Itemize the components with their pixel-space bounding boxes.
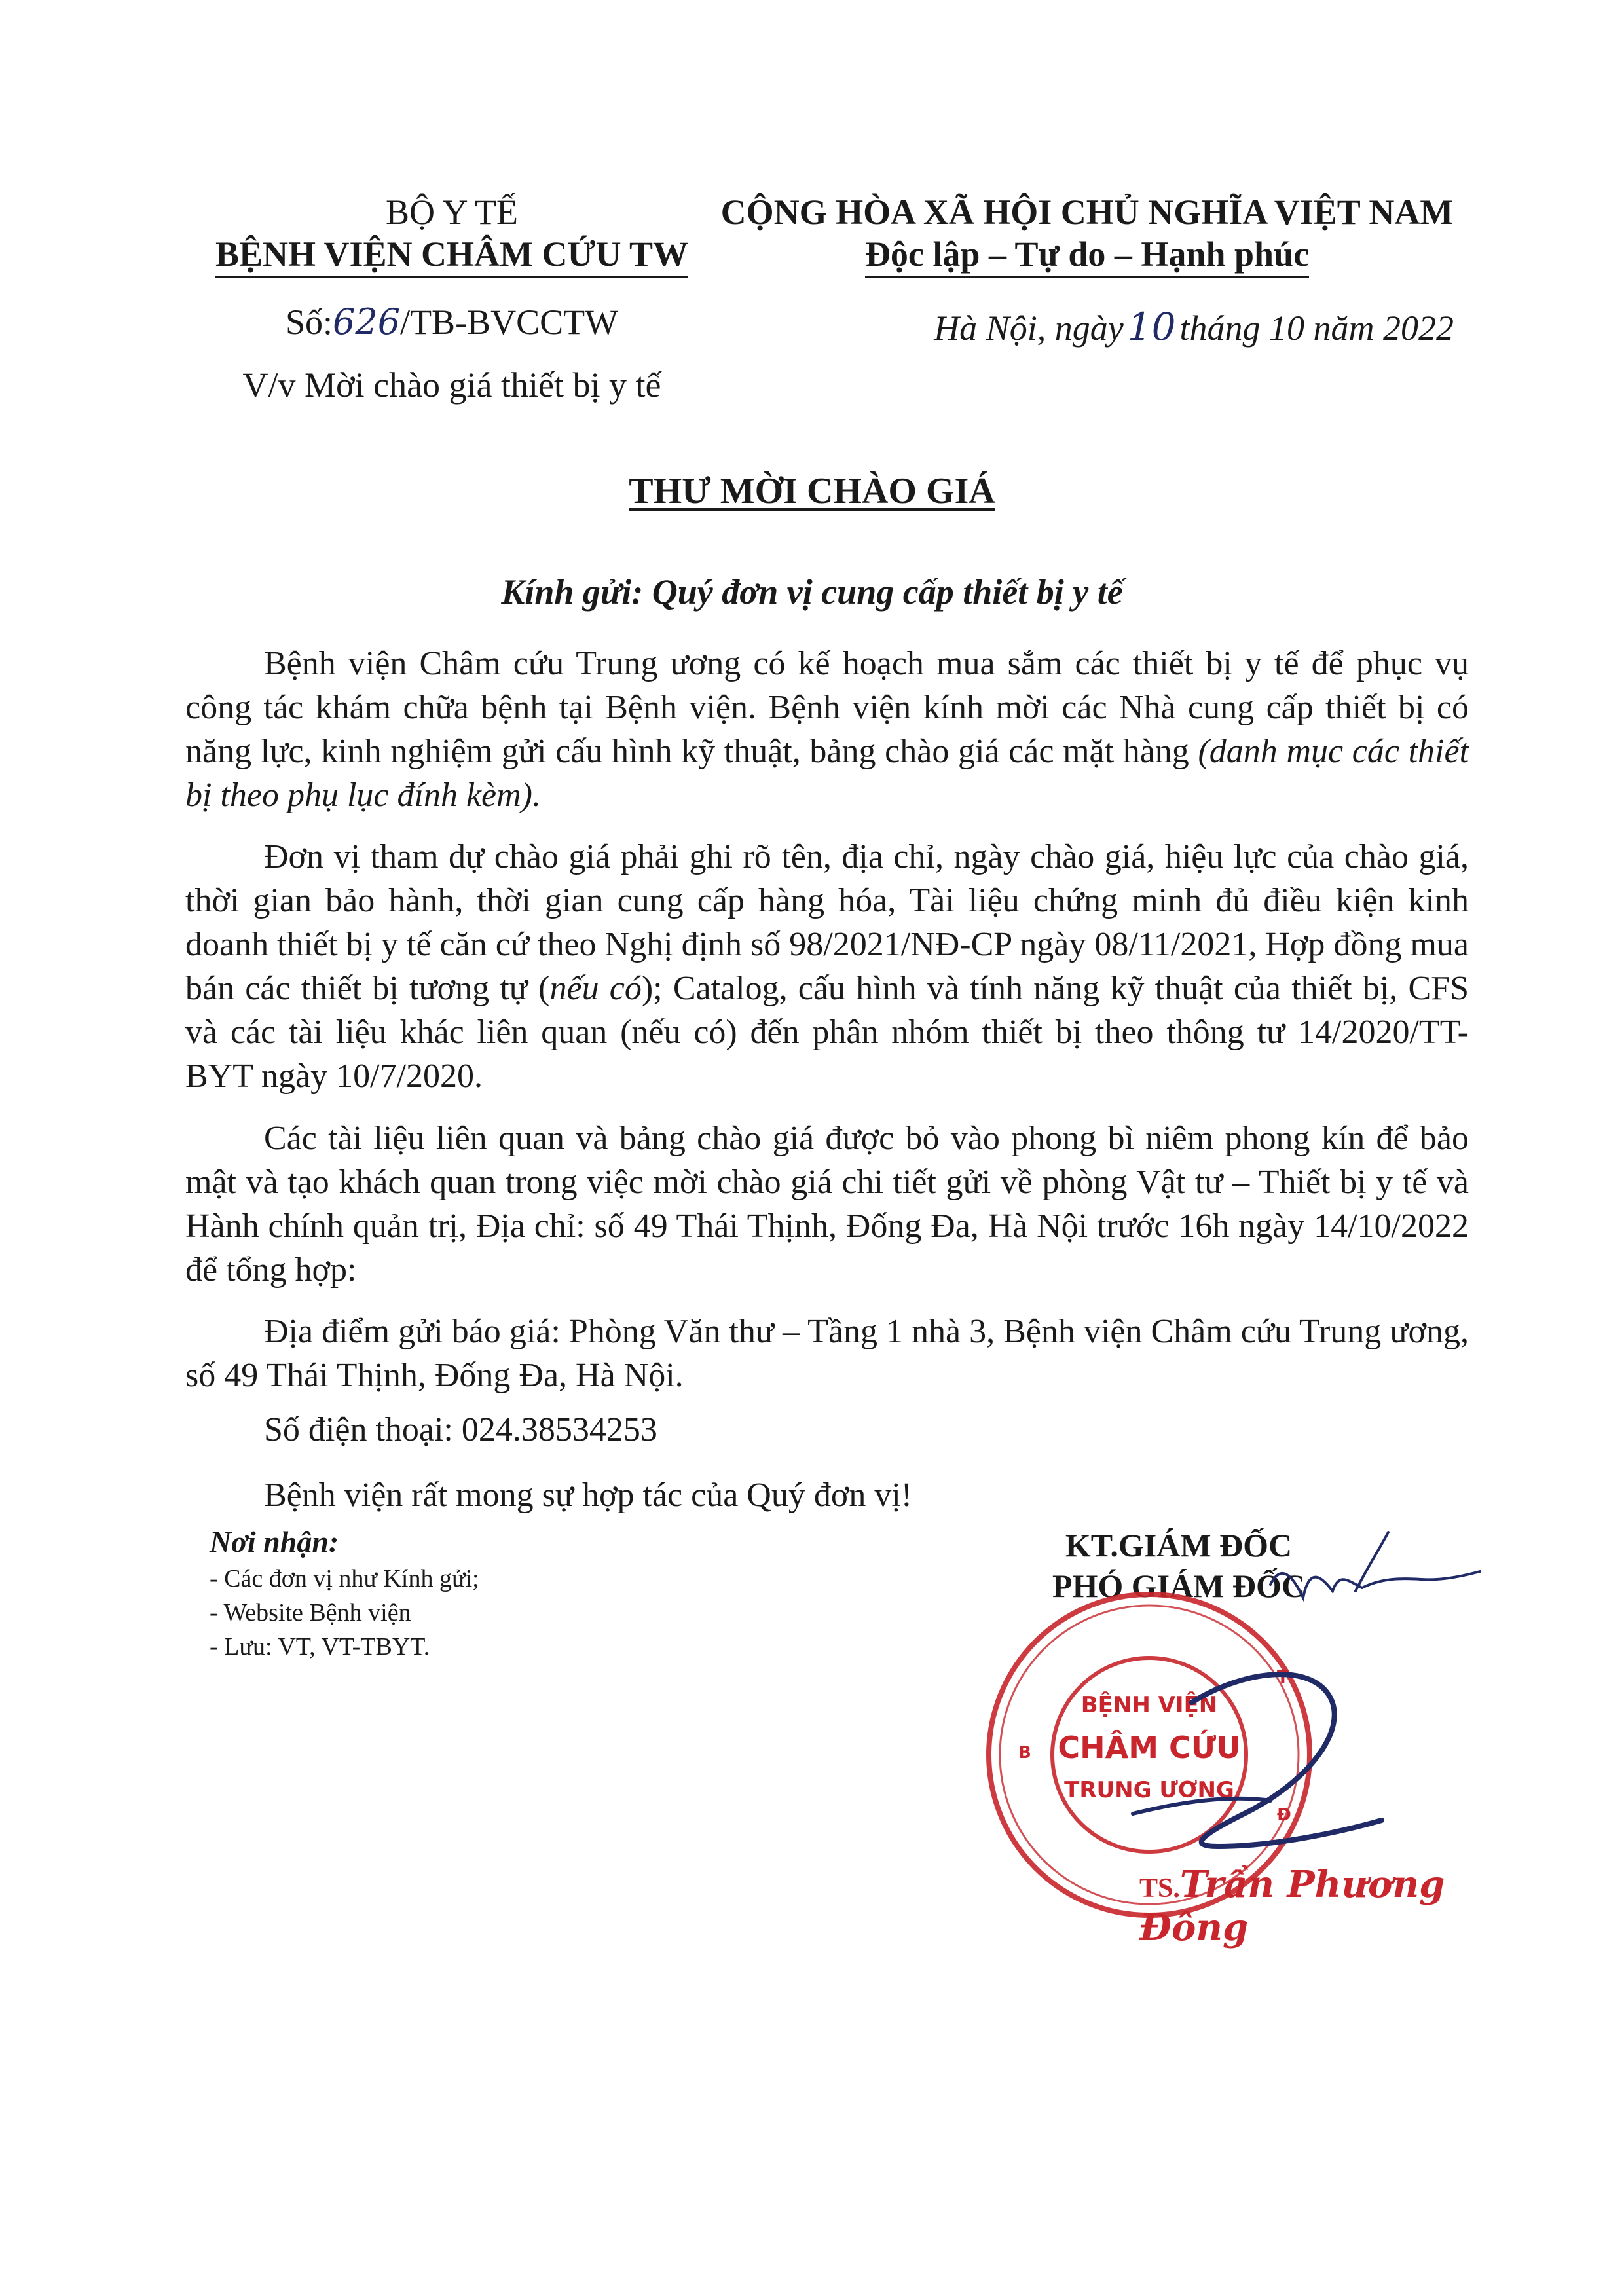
left-header [196, 191, 707, 278]
paragraph-2-part-b: ); Catalog, cấu hình và tính năng kỹ thuật của thiết bị, CFS và các tài liệu khác liên quan (nếu có) đến phân nhóm thiết bị theo thông tư 14/2020/TT- BYT ngày 10/7/2020. [185, 970, 1469, 1095]
motto-text: Độc lập – Tự do – Hạnh phúc [865, 233, 1309, 278]
paragraph-4: Địa điểm gửi báo giá: Phòng Văn thư – Tầng 1 nhà 3, Bệnh viện Châm cứu Trung ương, số 49 Thái Thịnh, Đống Đa, Hà Nội. [185, 1313, 1469, 1394]
svg-text:B: B [1018, 1743, 1031, 1763]
recipients-block [210, 1522, 733, 1664]
number-handwritten: 626 [332, 301, 401, 342]
recipient-item: - Các đơn vị như Kính gửi; [210, 1565, 479, 1592]
republic-name: CỘNG HÒA XÃ HỘI CHỦ NGHĨA VIỆT NAM [720, 193, 1454, 232]
signer-on-behalf: KT.GIÁM ĐỐC [1065, 1527, 1293, 1564]
ministry-name: BỘ Y TẾ [386, 193, 518, 232]
paragraph-6: Bệnh viện rất mong sự hợp tác của Quý đơn vị! [264, 1477, 913, 1514]
letter-title: THƯ MỜI CHÀO GIÁ [629, 471, 995, 511]
handwritten-signature [1074, 1506, 1500, 1912]
paragraph-1-text: Bệnh viện Châm cứu Trung ương có kế hoạch mua sắm các thiết bị y tế để phục vụ công tác khám chữa bệnh tại Bệnh viện. Bệnh viện kính mời các Nhà cung cấp thiết bị có năng lực, kinh nghiệm gửi cấu hình kỹ thuật, bảng chào giá các mặt hàng [185, 645, 1469, 770]
signer-name-prefix: TS. [1139, 1873, 1180, 1903]
svg-text:T: T [1277, 1668, 1289, 1687]
signer-name [1139, 1863, 1506, 1949]
recipient-item: - Website Bệnh viện [210, 1599, 411, 1626]
paragraph-2-italic: nếu có [549, 970, 642, 1007]
date-day-handwritten: 10 [1127, 304, 1176, 349]
paragraph-1-italic: (danh mục các thiết bị theo phụ lục đính kèm). [185, 733, 1469, 814]
document-number [196, 301, 707, 343]
number-suffix: /TB-BVCCTW [400, 303, 619, 342]
svg-text:Đ: Đ [1277, 1805, 1291, 1825]
motto [707, 233, 1467, 278]
paragraph-5: Số điện thoại: 024.38534253 [264, 1411, 657, 1448]
greeting: Kính gửi: Quý đơn vị cung cấp thiết bị y tế [501, 572, 1123, 612]
signer-name-text: Trần Phương Đông [1139, 1863, 1445, 1949]
date-line [707, 306, 1454, 349]
stamp-line-3: TRUNG ƯƠNG [1064, 1777, 1234, 1803]
recipients-heading: Nơi nhận: [210, 1525, 339, 1558]
recipient-item: - Lưu: VT, VT-TBYT. [210, 1633, 430, 1661]
paragraph-2 [185, 835, 1469, 1098]
date-suffix: tháng 10 năm 2022 [1179, 308, 1454, 348]
stamp-line-2: CHÂM CỨU [1058, 1730, 1241, 1765]
number-prefix: Số: [285, 303, 333, 342]
paragraph-3: Các tài liệu liên quan và bảng chào giá được bỏ vào phong bì niêm phong kín để bảo mật và tạo khách quan trong việc mời chào giá chi tiết gửi về phòng Vật tư – Thiết bị y tế và Hành chính quản trị, Địa chỉ: số 49 Thái Thịnh, Đống Đa, Hà Nội trước 16h ngày 14/10/2022 để tổng hợp: [185, 1120, 1469, 1289]
subject-line: V/v Mời chào giá thiết bị y tế [242, 365, 661, 405]
signer-position: PHÓ GIÁM ĐỐC [1052, 1568, 1306, 1604]
hospital-name-text: BỆNH VIỆN CHÂM CỨU TW [215, 233, 688, 278]
date-prefix: Hà Nội, ngày [934, 308, 1124, 348]
stamp-line-1: BỆNH VIỆN [1080, 1692, 1218, 1718]
hospital-name [196, 233, 707, 278]
paragraph-1 [185, 642, 1469, 817]
paragraph-2-part-a: Đơn vị tham dự chào giá phải ghi rõ tên, địa chỉ, ngày chào giá, hiệu lực của chào giá, thời gian bảo hành, thời gian cung cấp hàng hóa, Tài liệu chứng minh đủ điều kiện kinh doanh thiết bị y tế căn cứ theo Nghị định số 98/2021/NĐ-CP ngày 08/11/2021, Hợp đồng mua bán các thiết bị tương tự ( [185, 838, 1469, 1007]
